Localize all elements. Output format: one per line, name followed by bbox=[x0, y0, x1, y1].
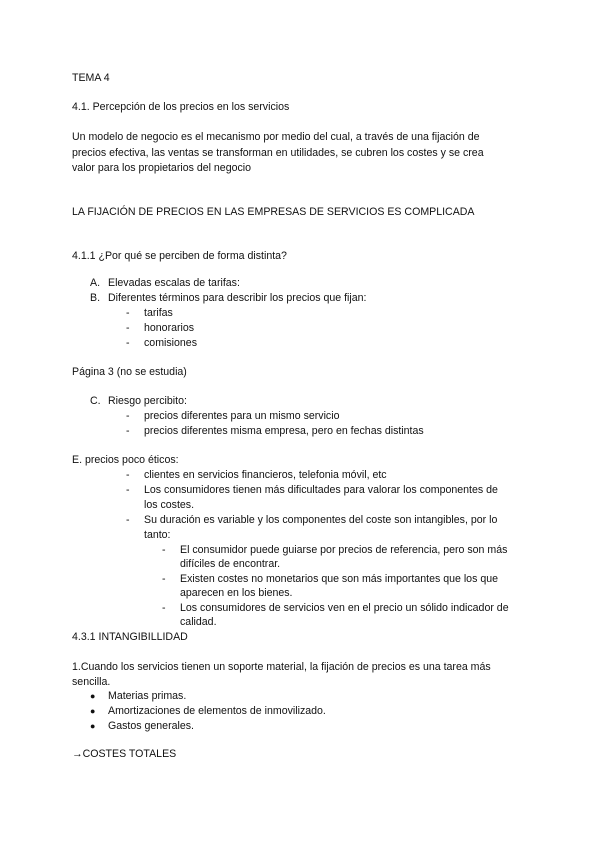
section-e-sub-1-line-1: El consumidor puede guiarse por precios de referencia, pero son más bbox=[180, 544, 508, 556]
section-e-item-3-line-2: tanto: bbox=[144, 529, 171, 541]
section-e-sub-2-line-2: aparecen en los bienes. bbox=[180, 587, 293, 599]
section-e-item-3-line-1: Su duración es variable y los componentes del coste son intangibles, por lo bbox=[144, 514, 498, 526]
section-e-sub-3-line-2: calidad. bbox=[180, 616, 217, 628]
dash-marker: - bbox=[126, 425, 130, 437]
dash-marker: - bbox=[126, 410, 130, 422]
total-label: COSTES TOTALES bbox=[82, 748, 177, 760]
list-item-a: Elevadas escalas de tarifas: bbox=[108, 277, 240, 289]
section-e-sub-1-line-2: difíciles de encontrar. bbox=[180, 558, 281, 570]
dash-marker: - bbox=[162, 544, 166, 556]
bullet-item-1: Materias primas. bbox=[108, 690, 187, 702]
bullet-dot-icon: ● bbox=[90, 691, 96, 701]
para-1-line-1: 1.Cuando los servicios tienen un soporte material, la fijación de precios es una tarea más bbox=[72, 661, 491, 673]
dash-marker: - bbox=[126, 484, 130, 496]
arrow-icon: → bbox=[72, 748, 83, 760]
sublist-item-comisiones: comisiones bbox=[144, 337, 197, 349]
dash-marker: - bbox=[126, 322, 130, 334]
dash-marker: - bbox=[162, 602, 166, 614]
dash-marker: - bbox=[126, 307, 130, 319]
sublist-item-honorarios: honorarios bbox=[144, 322, 195, 334]
list-marker-b: B. bbox=[90, 292, 101, 304]
tema-title: TEMA 4 bbox=[72, 72, 110, 84]
intro-line-1: Un modelo de negocio es el mecanismo por medio del cual, a través de una fijación de bbox=[72, 131, 480, 143]
section-e-title: E. precios poco éticos: bbox=[72, 454, 179, 466]
section-4-3-1-heading: 4.3.1 INTANGIBILLIDAD bbox=[72, 631, 188, 643]
list-marker-c: C. bbox=[90, 395, 101, 407]
list-item-c: Riesgo percibito: bbox=[108, 395, 187, 407]
page-note: Página 3 (no se estudia) bbox=[72, 366, 187, 378]
sublist-item-c-1: precios diferentes para un mismo servicio bbox=[144, 410, 340, 422]
section-4-1-heading: 4.1. Percepción de los precios en los servicios bbox=[72, 101, 290, 113]
section-e-item-2-line-1: Los consumidores tienen más dificultades para valorar los componentes de bbox=[144, 484, 498, 496]
dash-marker: - bbox=[126, 337, 130, 349]
bullet-item-2: Amortizaciones de elementos de inmovilizado. bbox=[108, 705, 326, 717]
list-marker-a: A. bbox=[90, 277, 101, 289]
dash-marker: - bbox=[162, 573, 166, 585]
headline: LA FIJACIÓN DE PRECIOS EN LAS EMPRESAS DE SERVICIOS ES COMPLICADA bbox=[72, 206, 475, 218]
intro-line-2: precios efectiva, las ventas se transforman en utilidades, se cubren los costes y se crea bbox=[72, 147, 484, 159]
list-item-b: Diferentes términos para describir los precios que fijan: bbox=[108, 292, 367, 304]
section-e-sub-3-line-1: Los consumidores de servicios ven en el precio un sólido indicador de bbox=[180, 602, 509, 614]
section-e-sub-2-line-1: Existen costes no monetarios que son más importantes que los que bbox=[180, 573, 498, 585]
bullet-dot-icon: ● bbox=[90, 706, 96, 716]
sublist-item-tarifas: tarifas bbox=[144, 307, 173, 319]
total-line bbox=[72, 747, 176, 762]
sublist-item-c-2: precios diferentes misma empresa, pero en fechas distintas bbox=[144, 425, 424, 437]
bullet-dot-icon: ● bbox=[90, 721, 96, 731]
bullet-item-3: Gastos generales. bbox=[108, 720, 194, 732]
dash-marker: - bbox=[126, 469, 130, 481]
section-4-1-1-heading: 4.1.1 ¿Por qué se perciben de forma distinta? bbox=[72, 250, 287, 262]
dash-marker: - bbox=[126, 514, 130, 526]
para-1-line-2: sencilla. bbox=[72, 676, 111, 688]
section-e-item-1: clientes en servicios financieros, telefonia móvil, etc bbox=[144, 469, 387, 481]
intro-line-3: valor para los propietarios del negocio bbox=[72, 162, 252, 174]
section-e-item-2-line-2: los costes. bbox=[144, 499, 195, 511]
